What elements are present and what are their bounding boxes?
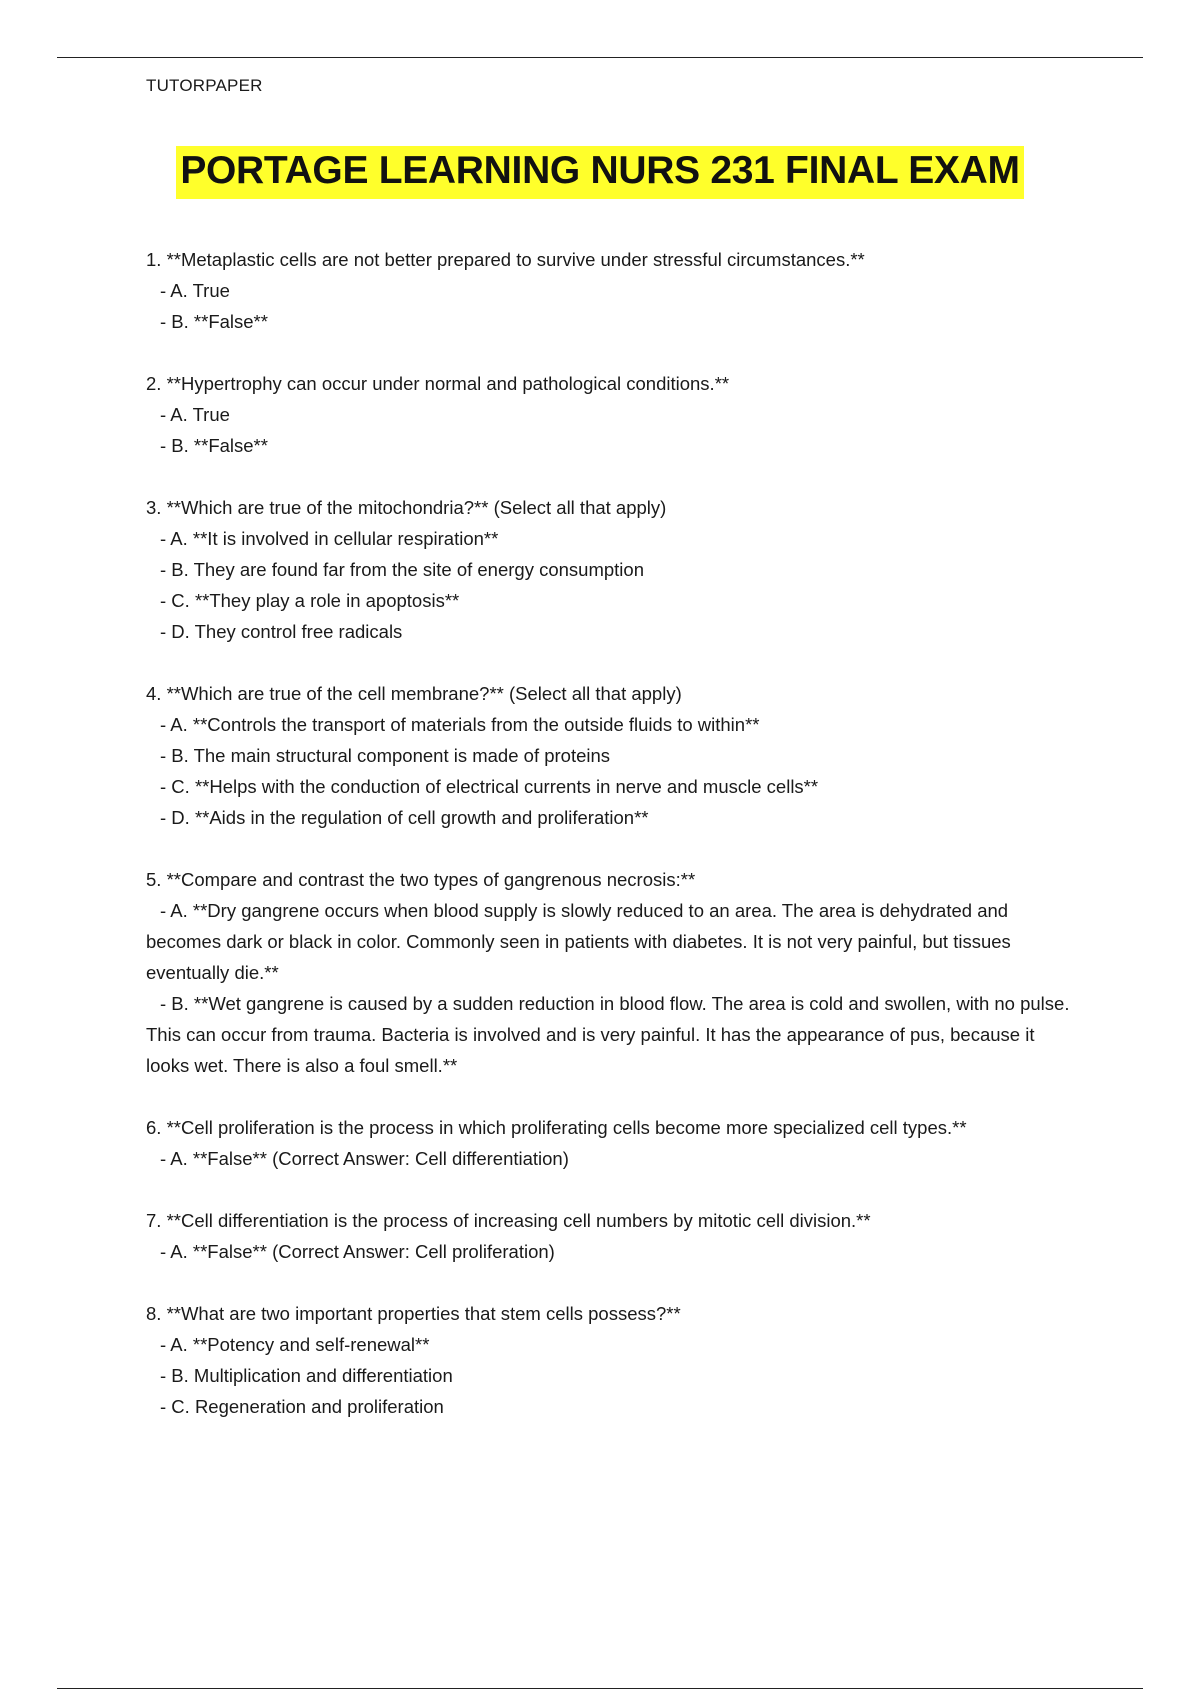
option-a: - A. True	[160, 404, 230, 425]
question-text: 5. **Compare and contrast the two types of gangrenous necrosis:**	[146, 869, 696, 890]
question-5	[146, 864, 1081, 1081]
option-a: - A. **Potency and self-renewal**	[160, 1334, 430, 1355]
question-text: 6. **Cell proliferation is the process in which proliferating cells become more specialized cell types.**	[146, 1117, 967, 1138]
option-b: - B. **False**	[160, 435, 268, 456]
option-c: - C. **They play a role in apoptosis**	[160, 590, 460, 611]
option-d: - D. They control free radicals	[160, 621, 403, 642]
option-c: - C. Regeneration and proliferation	[160, 1396, 444, 1417]
question-3	[146, 492, 1081, 647]
option-c: - C. **Helps with the conduction of electrical currents in nerve and muscle cells**	[160, 776, 819, 797]
question-6	[146, 1112, 1081, 1174]
option-d: - D. **Aids in the regulation of cell growth and proliferation**	[160, 807, 649, 828]
option-b: - B. **Wet gangrene is caused by a sudden reduction in blood flow. The area is cold and swollen, with no pulse. This can occur from trauma. Bacteria is involved and is very painful. It has the appearance of pus, because it looks wet. There is also a foul smell.**	[146, 993, 1070, 1076]
question-4	[146, 678, 1081, 833]
option-b: - B. They are found far from the site of energy consumption	[160, 559, 644, 580]
question-text: 1. **Metaplastic cells are not better prepared to survive under stressful circumstances.**	[146, 249, 865, 270]
question-7	[146, 1205, 1081, 1267]
question-text: 2. **Hypertrophy can occur under normal and pathological conditions.**	[146, 373, 730, 394]
option-a: - A. **False** (Correct Answer: Cell proliferation)	[160, 1241, 555, 1262]
question-text: 8. **What are two important properties that stem cells possess?**	[146, 1303, 681, 1324]
option-a: - A. True	[160, 280, 230, 301]
option-b: - B. Multiplication and differentiation	[160, 1365, 453, 1386]
document-title: PORTAGE LEARNING NURS 231 FINAL EXAM	[176, 146, 1023, 199]
question-8	[146, 1298, 1081, 1422]
top-rule	[57, 57, 1143, 58]
option-b: - B. **False**	[160, 311, 268, 332]
question-text: 4. **Which are true of the cell membrane?** (Select all that apply)	[146, 683, 682, 704]
header-label: TUTORPAPER	[146, 76, 263, 95]
question-2	[146, 368, 1081, 461]
option-a: - A. **Dry gangrene occurs when blood supply is slowly reduced to an area. The area is dehydrated and becomes dark or black in color. Commonly seen in patients with diabetes. It is not very painful, but tissues eventually die.**	[146, 900, 1011, 983]
question-text: 3. **Which are true of the mitochondria?** (Select all that apply)	[146, 497, 667, 518]
option-b: - B. The main structural component is made of proteins	[160, 745, 611, 766]
questions-list	[146, 244, 1081, 1453]
question-1	[146, 244, 1081, 337]
question-text: 7. **Cell differentiation is the process of increasing cell numbers by mitotic cell division.**	[146, 1210, 871, 1231]
bottom-rule	[57, 1688, 1143, 1689]
option-a: - A. **It is involved in cellular respiration**	[160, 528, 499, 549]
option-a: - A. **False** (Correct Answer: Cell differentiation)	[160, 1148, 569, 1169]
title-container	[0, 146, 1200, 199]
option-a: - A. **Controls the transport of materials from the outside fluids to within**	[160, 714, 760, 735]
